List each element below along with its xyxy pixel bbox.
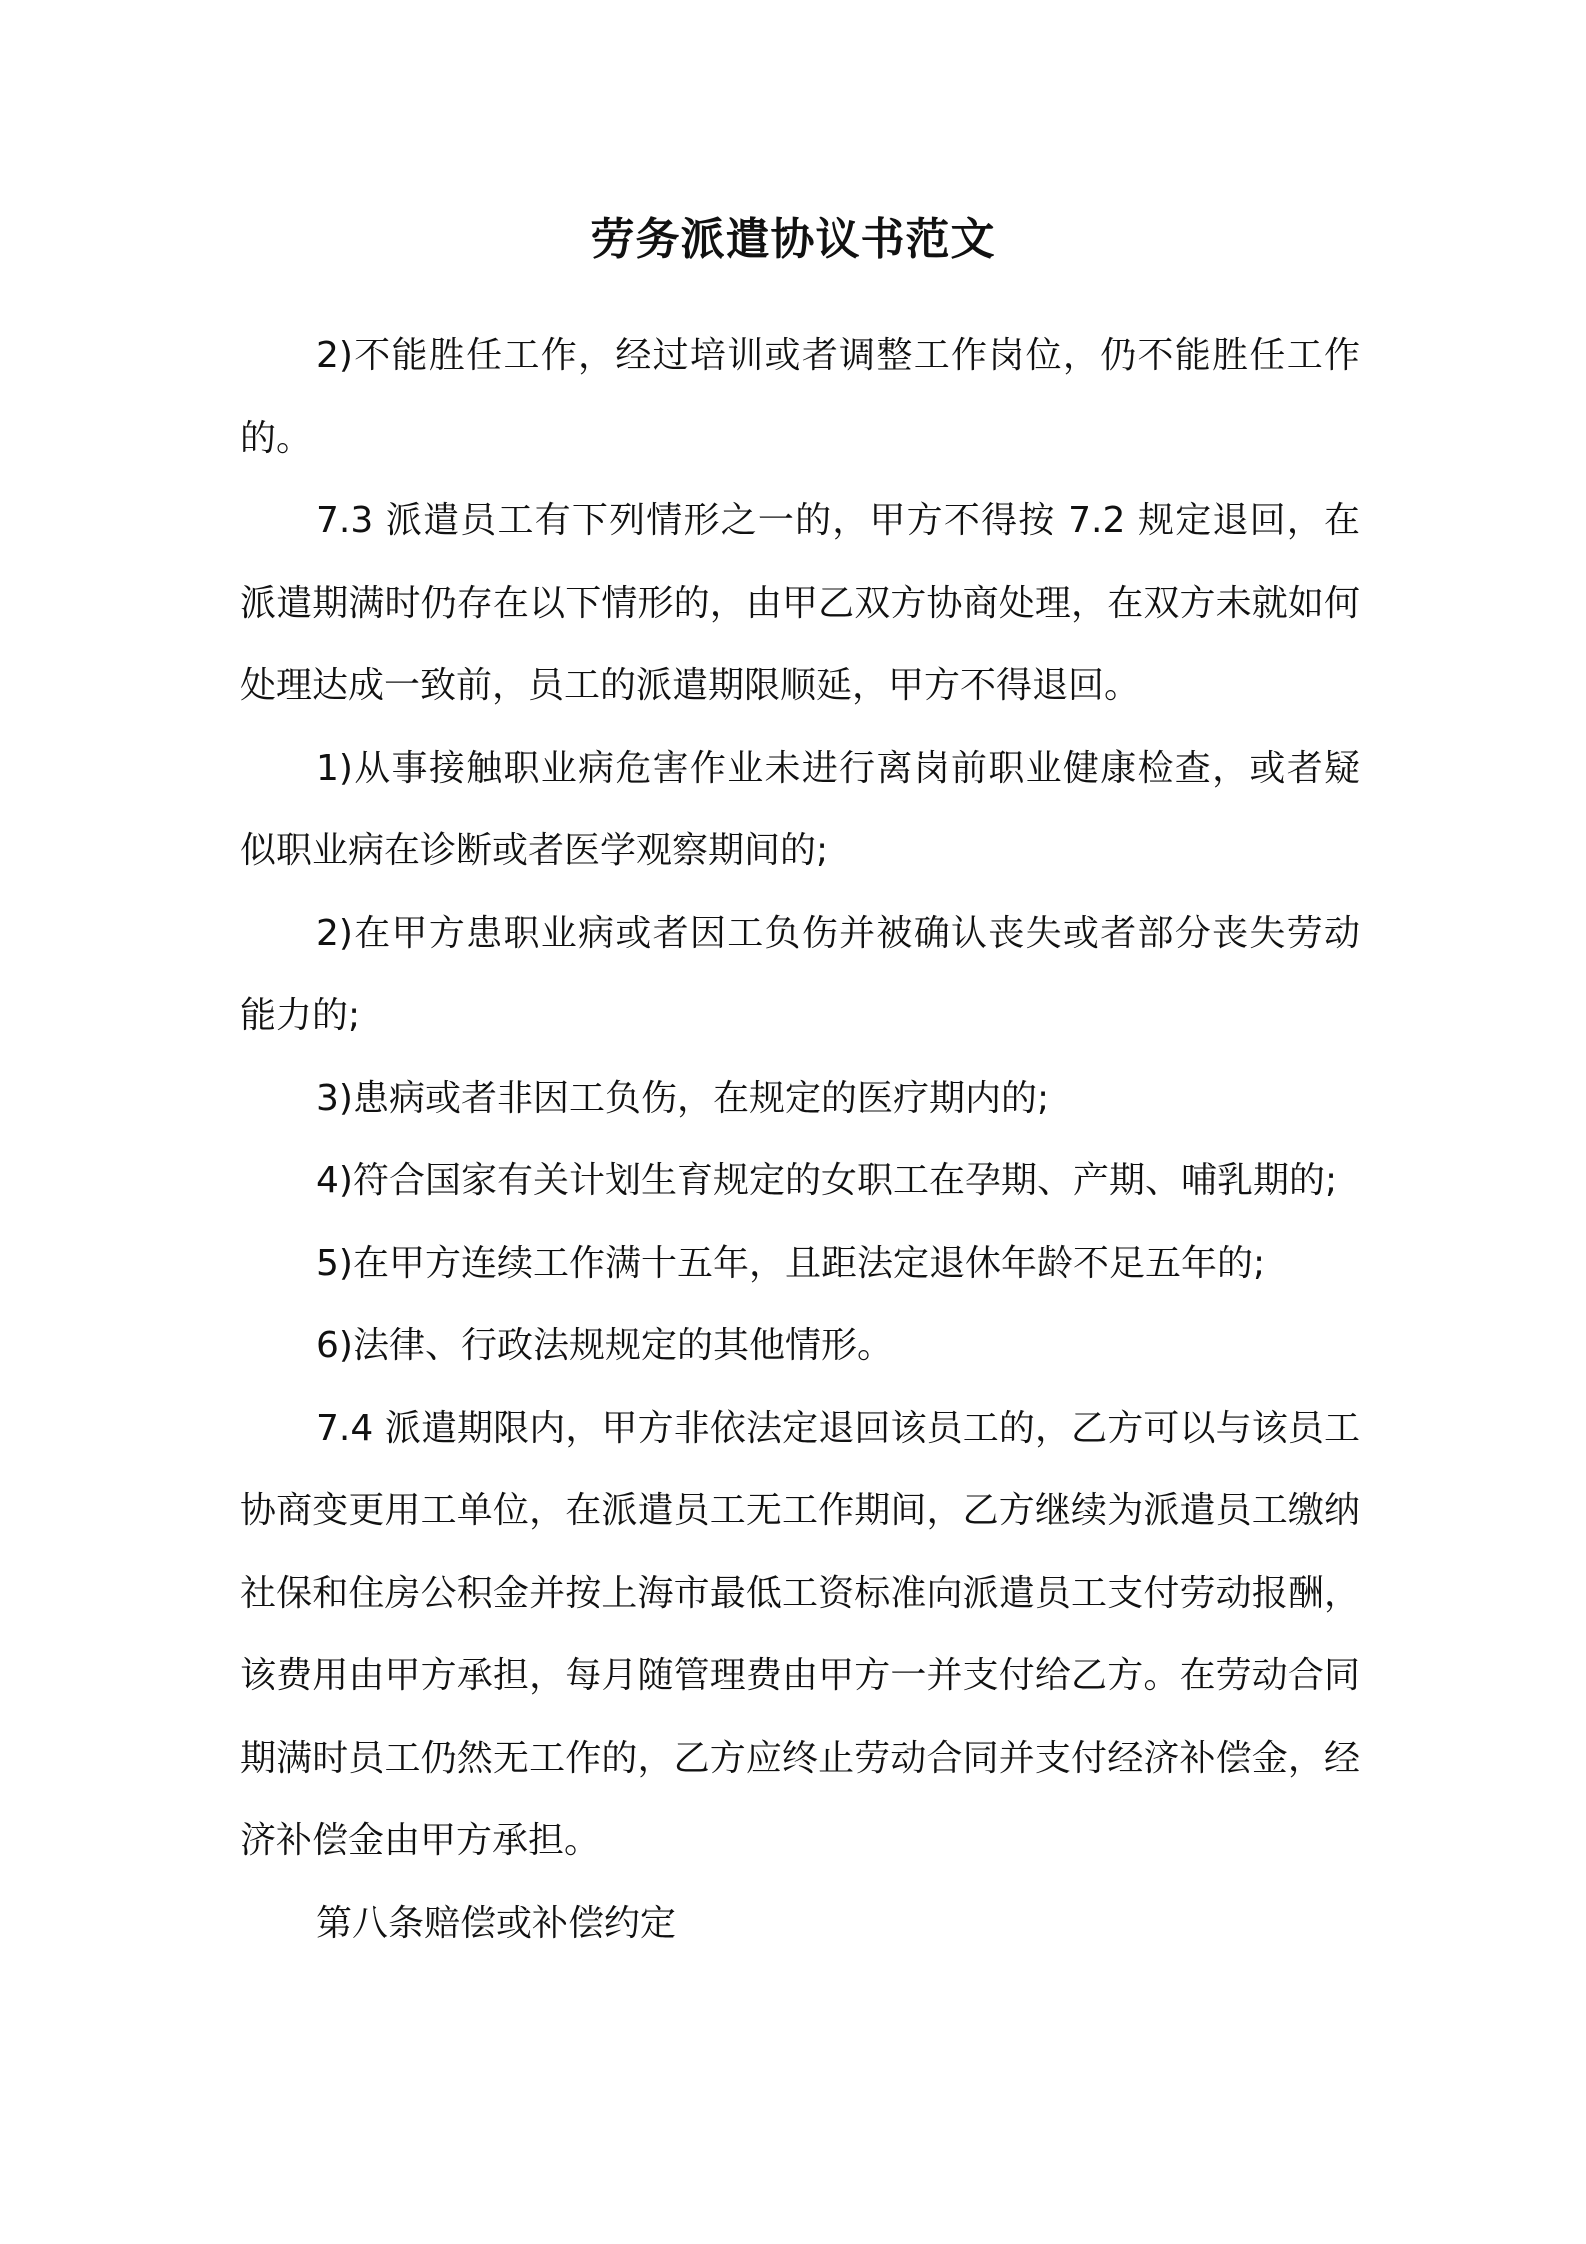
paragraph-item-5-long-service: 5)在甲方连续工作满十五年，且距法定退休年龄不足五年的; <box>316 1242 1266 1284</box>
section-heading-article-8: 第八条赔偿或补偿约定 <box>316 1902 677 1944</box>
document-title: 劳务派遣协议书范文 <box>590 214 996 265</box>
paragraph-clause-7-3: 7.3 派遣员工有下列情形之一的，甲方不得按 7.2 规定退回，在派遣期满时仍存在以下情形的，由甲乙双方协商处理，在双方未就如何处理达成一致前，员工的派遣期限顺延，甲方不得退回。 <box>240 500 1360 706</box>
paragraph-item-3-illness: 3)患病或者非因工负伤，在规定的医疗期内的; <box>316 1077 1050 1119</box>
paragraph-item-2-unqualified: 2)不能胜任工作，经过培训或者调整工作岗位，仍不能胜任工作的。 <box>240 335 1360 459</box>
paragraph-item-6-other: 6)法律、行政法规规定的其他情形。 <box>316 1325 893 1366</box>
paragraph-item-4-maternity: 4)符合国家有关计划生育规定的女职工在孕期、产期、哺乳期的; <box>316 1160 1338 1201</box>
paragraph-item-2-work-injury: 2)在甲方患职业病或者因工负伤并被确认丧失或者部分丧失劳动能力的; <box>240 912 1360 1036</box>
document-body <box>240 315 1360 1965</box>
paragraph-item-1-occupational-disease-check: 1)从事接触职业病危害作业未进行离岗前职业健康检查，或者疑似职业病在诊断或者医学观察期间的; <box>240 747 1360 871</box>
paragraph-clause-7-4: 7.4 派遣期限内，甲方非依法定退回该员工的，乙方可以与该员工协商变更用工单位，在派遣员工无工作期间，乙方继续为派遣员工缴纳社保和住房公积金并按上海市最低工资标准向派遣员工支付劳动报酬，该费用由甲方承担，每月随管理费由甲方一并支付给乙方。在劳动合同期满时员工仍然无工作的，乙方应终止劳动合同并支付经济补偿金，经济补偿金由甲方承担。 <box>240 1407 1360 1861</box>
